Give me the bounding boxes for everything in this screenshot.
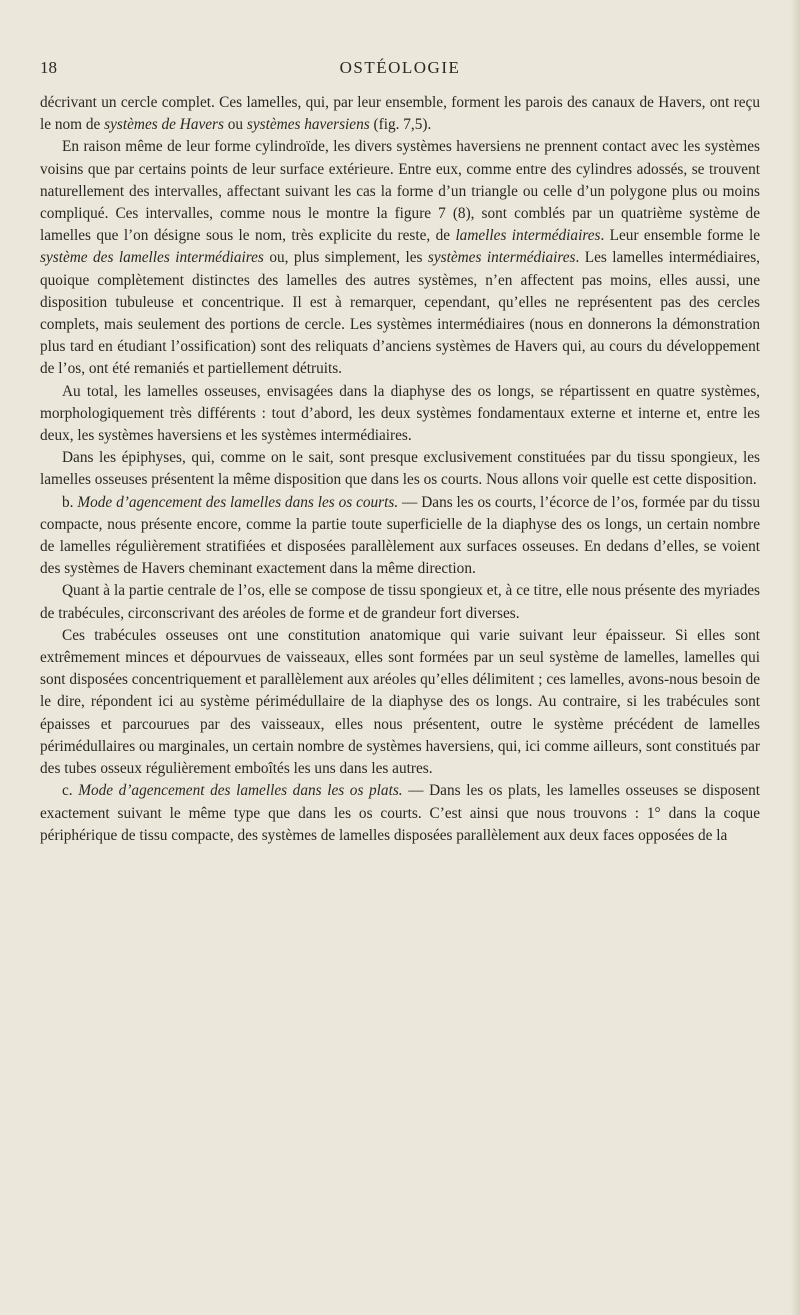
paragraph-p8 — [40, 780, 760, 847]
paragraph-p4 — [40, 447, 760, 491]
text-run: Au total, les lamelles osseuses, envisagées dans la diaphyse des os longs, se répartissent en quatre systèmes, morphologiquement très différents : tout d’abord, les deux systèmes fondamentaux externe et interne et, entre les deux, les systèmes haversiens et les systèmes intermédiaires. — [40, 382, 760, 445]
text-run: c. — [62, 782, 79, 800]
text-run: ou, plus simplement, les — [263, 249, 428, 267]
text-run: Quant à la partie centrale de l’os, elle se compose de tissu spongieux et, à ce titre, elle nous présente des myriades de trabécules, circonscrivant des aréoles de forme et de grandeur fort diverses. — [40, 582, 760, 622]
italic-term: lamelles intermédiaires — [455, 227, 601, 245]
italic-term: systèmes haversiens — [246, 116, 370, 134]
text-run: b. — [62, 493, 78, 511]
running-title: OSTÉOLOGIE — [339, 58, 461, 77]
text-run: — Dans les os courts, l’écorce de l’os, formée par du tissu compacte, nous présente encore, comme la partie toute superficielle de la diaphyse des os longs, un certain nombre de lamelles régulièrement stratifiées et disposées parallèlement aux surfaces osseuses. En dedans d’elles, se voient des systèmes de Havers cheminant exactement dans la même direction. — [40, 493, 761, 578]
italic-term: système des lamelles intermédiaires — [40, 249, 264, 267]
page-edge — [790, 0, 800, 1315]
paragraph-p3 — [40, 381, 760, 448]
page-header — [40, 58, 760, 80]
text-run: (fig. 7,5). — [369, 116, 432, 134]
text-run: . Les lamelles intermédiaires, quoique complètement distinctes des lamelles des autres systèmes, n’en affectent pas moins, elles aussi, une disposition tubuleuse et concentrique. Il est à remarquer, cependant, qu’elles ne représentent pas des cercles complets, mais seulement des portions de cercle. Les systèmes intermédiaires (nous en donnerons la démonstration plus tard en étudiant l’ossification) sont des reliquats d’anciens systèmes de Havers qui, au cours du développement de l’os, ont été remaniés et partiellement détruits. — [40, 249, 760, 378]
page-number: 18 — [40, 58, 57, 77]
text-run: ou — [223, 116, 247, 134]
paragraph-p5 — [40, 492, 760, 581]
text-run: Dans les épiphyses, qui, comme on le sait, sont presque exclusivement constituées par du tissu spongieux, les lamelles osseuses présentent la même disposition que dans les os courts. Nous allons voir quelle est cette disposition. — [40, 449, 760, 489]
body-text — [40, 92, 760, 847]
text-run: Ces trabécules osseuses ont une constitution anatomique qui varie suivant leur épaisseur. Si elles sont extrêmement minces et dépourvues de vaisseaux, elles sont formées par un seul système de lamelles, lamelles qui sont disposées concentriquement et parallèlement aux aréoles qu’elles délimitent ; ces lamelles, avons-nous besoin de le dire, répondent ici au système périmédullaire de la diaphyse des os longs. Au contraire, si les trabécules sont épaisses et parcourues par des vaisseaux, elles nous présentent, outre le système précédent de lamelles périmédullaires ou marginales, un certain nombre de systèmes haversiens, qui, ici comme ailleurs, sont constitués par des tubes osseux régulièrement emboîtés les uns dans les autres. — [40, 626, 761, 778]
text-run: En raison même de leur forme cylindroïde, les divers systèmes haversiens ne prennent contact avec les systèmes voisins que par certains points de leur surface extérieure. Entre eux, comme entre des cylindres adossés, se trouvent naturellement des intervalles, affectant suivant les cas la forme d’un triangle ou celle d’un polygone plus ou moins compliqué. Ces intervalles, comme nous le montre la figure 7 (8), sont comblés par un quatrième système de lamelles que l’on désigne sous le nom, très explicite du reste, de — [40, 138, 760, 245]
italic-term: systèmes intermédiaires — [427, 249, 576, 267]
paragraph-p2 — [40, 136, 760, 380]
text-run: décrivant un cercle complet. Ces lamelles, qui, par leur ensemble, forment les parois des canaux de Havers, ont reçu le nom de — [40, 94, 760, 134]
italic-term: Mode d’agencement des lamelles dans les os courts. — [77, 493, 399, 511]
paragraph-p6 — [40, 580, 760, 624]
italic-term: Mode d’agencement des lamelles dans les os plats. — [78, 782, 403, 800]
text-run: . Leur ensemble forme le — [600, 227, 761, 245]
paragraph-p1 — [40, 92, 760, 136]
paragraph-p7 — [40, 625, 760, 780]
text-run: — Dans les os plats, les lamelles osseuses se disposent exactement suivant le même type que dans les os courts. C’est ainsi que nous trouvons : 1° dans la coque périphérique de tissu compacte, des systèmes de lamelles disposées parallèlement aux deux faces opposées de la — [40, 782, 760, 844]
italic-term: systèmes de Havers — [104, 116, 224, 134]
